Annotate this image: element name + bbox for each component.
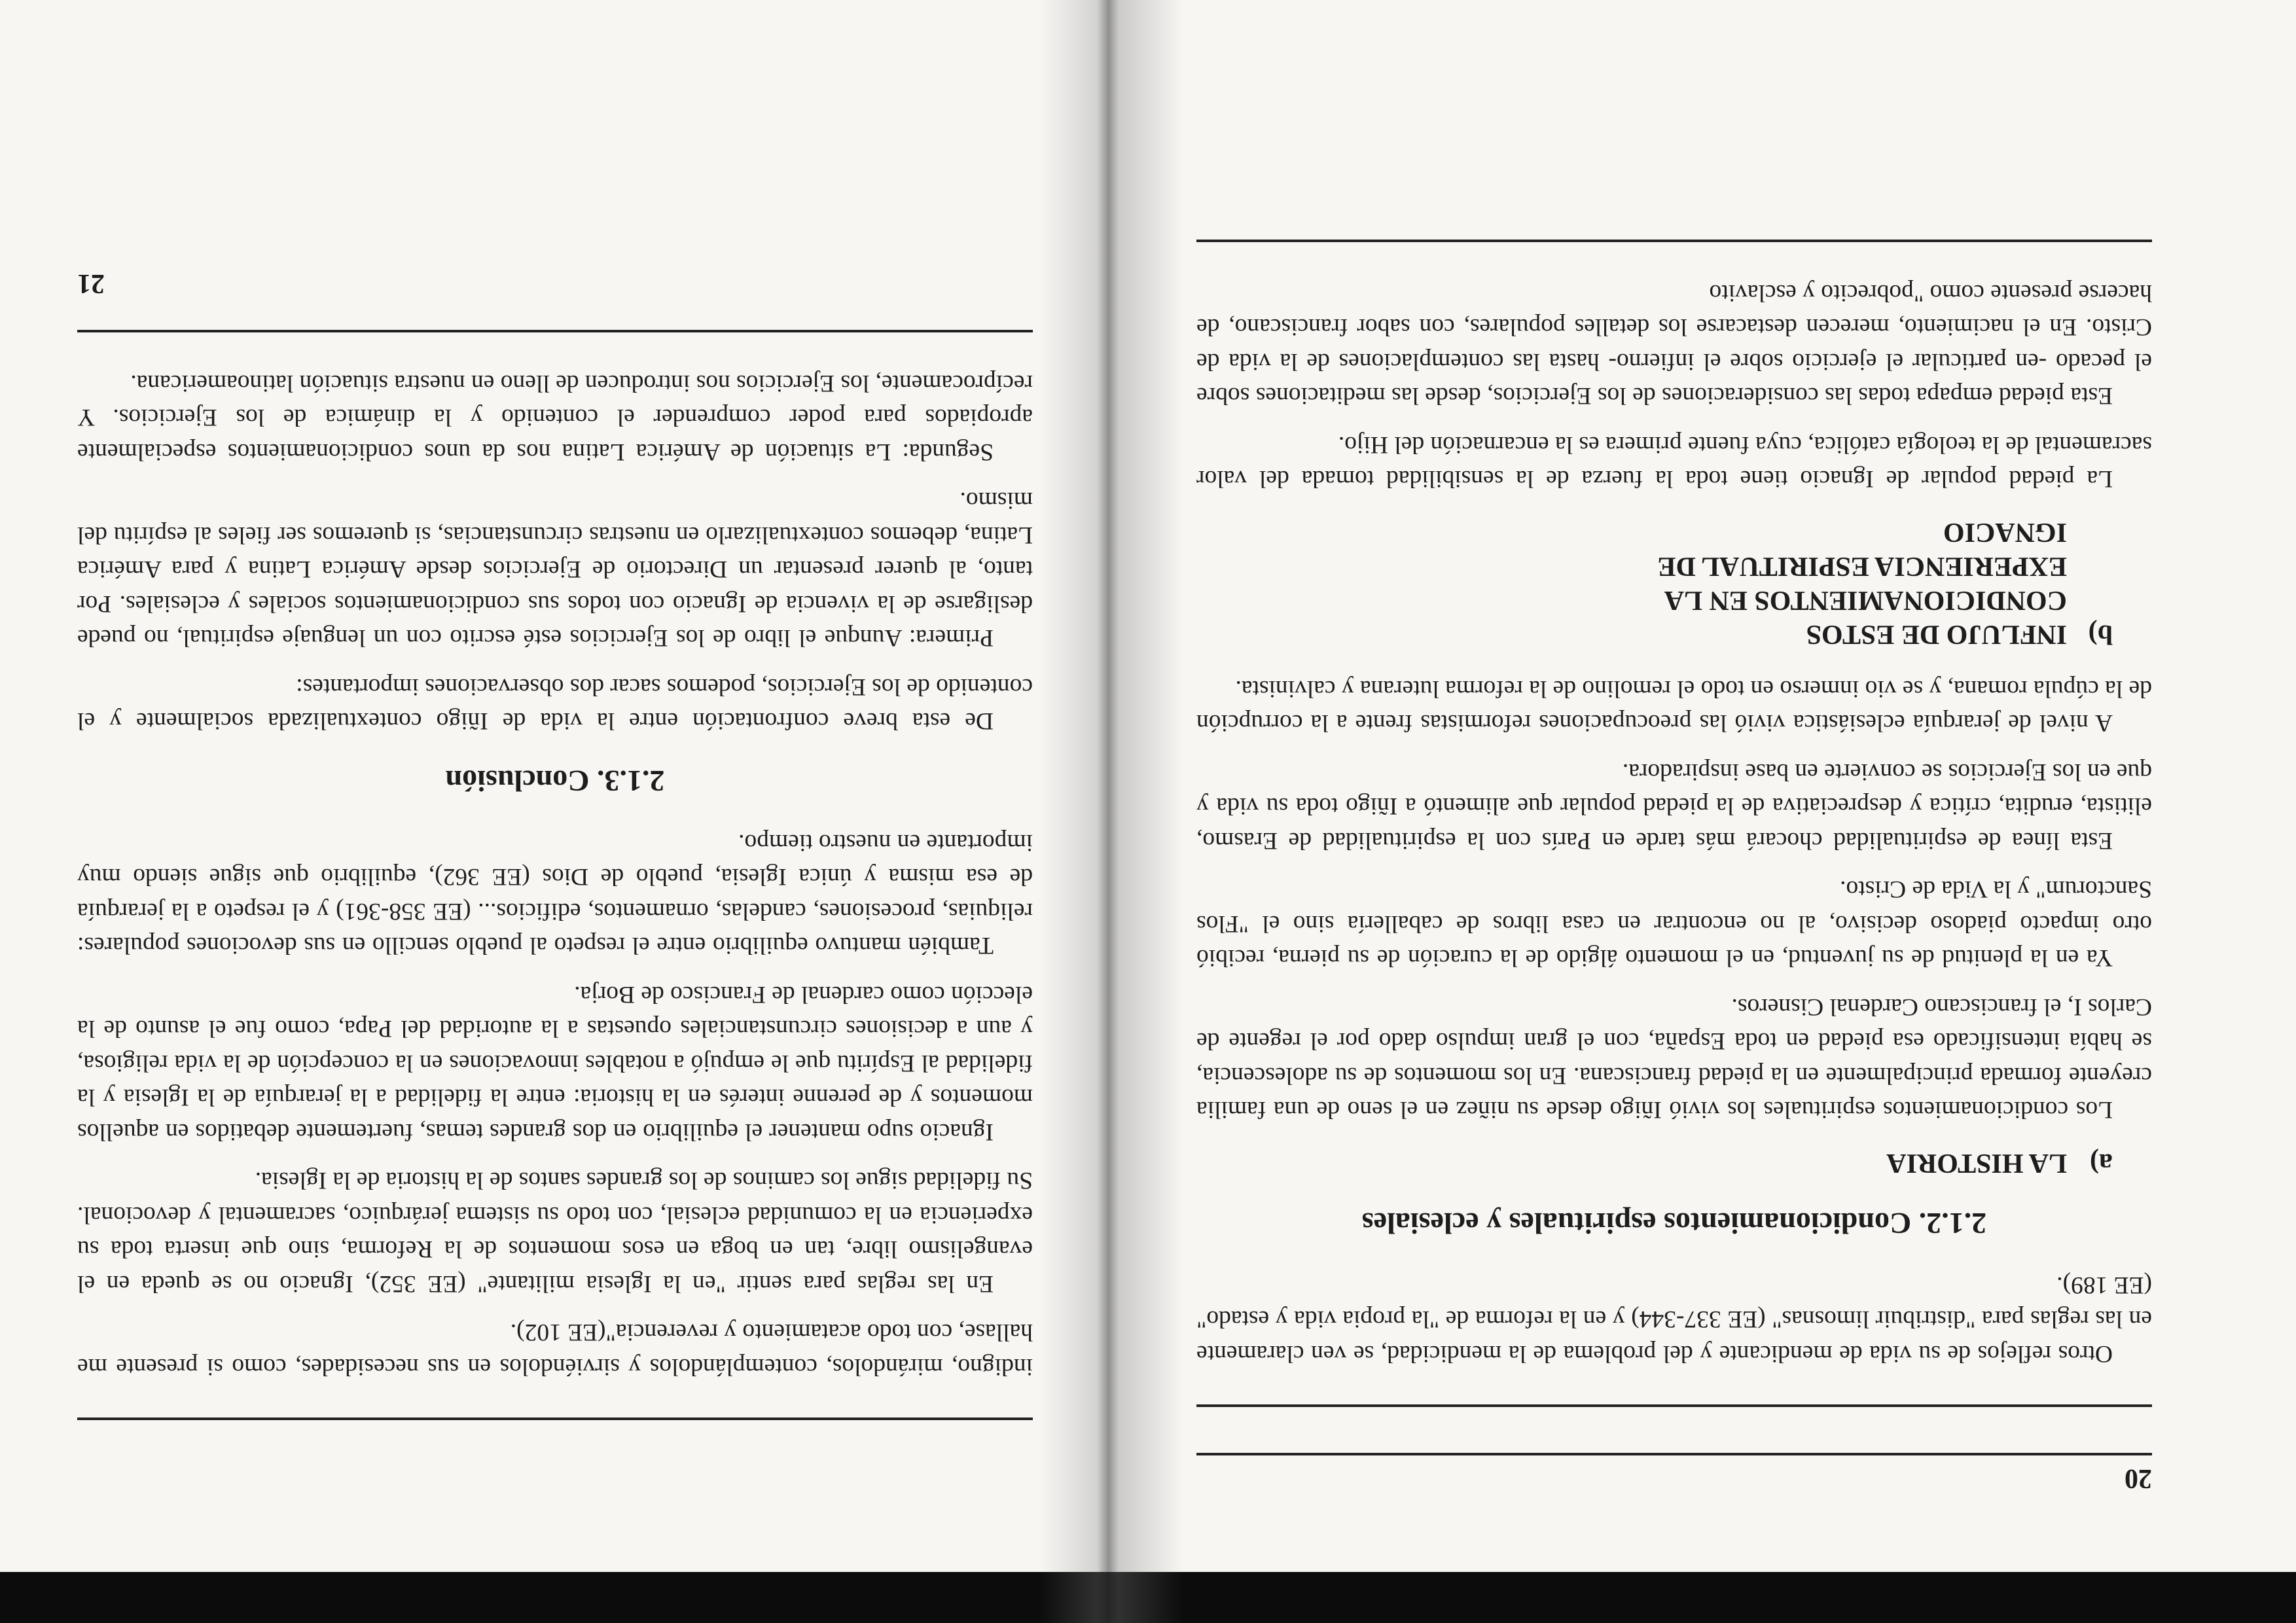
paragraph: Los condicionamientos espirituales los vivió Iñigo desde su niñez en el seno de una familia creyente formada principalmente en la piedad franciscana. En los momentos de su adolescencia, se había intensificado esa piedad en toda España, con el gran impulso dado por el regente de Carlos I, el franciscano Cardenal Cisneros.: [1196, 993, 2152, 1124]
subsection-heading: [1196, 1147, 2113, 1181]
footer-rule: [1196, 240, 2152, 243]
header-rule-2: [1196, 1404, 2152, 1407]
paragraph: Ignacio supo mantener el equilibrio en dos grandes temas, fuertemente debatidos en aquellos momentos y de perenne interés en la historia: entre la fidelidad a la jerarquía de la Iglesia y la fidelidad al Espíritu que le empujó a notables innovaciones en la concepción de la vida religiosa, y aun a decisiones circunstanciales opuestas a la autoridad del Papa, como fue el asunto de la elección como cardenal de Francisco de Borja.: [77, 981, 1033, 1145]
footer-rule: [77, 330, 1033, 333]
subsection-label: b): [2088, 619, 2113, 650]
book-spine: [1039, 0, 1183, 1623]
header-rule: [77, 1418, 1033, 1420]
paragraph: En las reglas para sentir "en la Iglesia militante" (EE 352), Ignacio no se queda en el evangelismo libre, tan en boga en esos momentos de la Reforma, sino que inserta toda su experiencia en la comunidad eclesial, con todo su sistema jerárquico, sacramental y devocional. Su fidelidad sigue los caminos de los grandes santos de la historia de la Iglesia.: [77, 1167, 1033, 1297]
page-number: 21: [77, 268, 105, 299]
subsection-heading: [1196, 516, 2113, 652]
paragraph: La piedad popular de Ignacio tiene toda la fuerza de la sensibilidad tomada del valor sacramental de la teología católica, cuya fuente primera es la encarnación del Hijo.: [1196, 431, 2152, 493]
paragraph: Ya en la plenitud de su juventud, en el momento álgido de la curación de su pierna, recibió otro impacto piadoso decisivo, al no encontrar en casa libros de caballería sino el "Flos Sanctorum" y la Vida de Cristo.: [1196, 876, 2152, 972]
page-21: [77, 270, 1033, 1525]
paragraph: Esta piedad empapa todas las consideraciones de los Ejercicios, desde las meditaciones sobre el pecado -en particular el ejercicio sobre el infierno- hasta las contemplaciones de la vida de Cristo. En el nacimiento, merecen destacarse los detalles populares, con sabor franciscano, de hacerse presente como "pobrecito y esclavito: [1196, 279, 2152, 410]
subsection-title: INFLUJO DE ESTOS CONDICIONAMIENTOS EN LA EXPERIENCIA ESPIRITUAL DE IGNACIO: [1657, 517, 2067, 650]
page-20: [1196, 240, 2152, 1525]
paragraph: Otros reflejos de su vida de mendicante y del problema de la mendicidad, se ven claramente en las reglas para "distribuir limosnas" (EE 337-344) y en la reforma de "la propia vida y estado" (EE 189).: [1196, 1272, 2152, 1367]
paragraph: Segunda: La situación de América Latina nos da unos condicionamientos especialmente apropiados para poder comprender el contenido y la dinámica de los Ejercicios. Y recíprocamente, los Ejercicios nos introducen de lleno en nuestra situación latinoamericana.: [77, 370, 1033, 465]
section-title: 2.1.3. Conclusión: [445, 764, 665, 798]
paragraph: indigno, mirándolos, contemplándolos y sirviéndolos en sus necesidades, como si presente me hallase, con todo acatamiento y reverencia"(EE 102).: [77, 1319, 1033, 1380]
paragraph: A nivel de jerarquía eclesiástica vivió las preocupaciones reformistas frente a la corrupción de la cúpula romana, y se vio inmerso en todo el remolino de la reforma luterana y calvinista.: [1196, 675, 2152, 737]
paragraph: Primera: Aunque el libro de los Ejercicios esté escrito con un lenguaje espiritual, no puede desligarse de la vivencia de Ignacio con todos sus condicionamientos sociales y eclesiales. Por tanto, al querer presentar un Directorio de Ejercicios desde América Latina y para América Latina, debemos contextualizarlo en nuestras circunstancias, si queremos ser fieles al espíritu del mismo.: [77, 487, 1033, 652]
section-title: 2.1.2. Condicionamientos espirituales y eclesiales: [1361, 1207, 1987, 1241]
paragraph: De esta breve confrontación entre la vida de Iñigo contextualizada socialmente y el contenido de los Ejercicios, podemos sacar dos observaciones importantes:: [77, 673, 1033, 735]
paragraph: También mantuvo equilibrio entre el respeto al pueblo sencillo en sus devociones populares: reliquias, procesiones, candelas, ornamentos, edificios... (EE 358-361) y el respeto a la jerarquía de esa misma y única Iglesia, pueblo de Dios (EE 362), equilibrio que sigue siendo muy importante en nuestro tiempo.: [77, 829, 1033, 959]
subsection-title: LA HISTORIA: [1886, 1148, 2067, 1179]
paragraph: Esta línea de espiritualidad chocará más tarde en París con la espiritualidad de Erasmo, elitista, erudita, crítica y despreciativa de la piedad popular que alimentó a Iñigo toda su vida y que en los Ejercicios se convierte en base inspiradora.: [1196, 758, 2152, 854]
page-number: 20: [2125, 1463, 2152, 1493]
header-rule: [1196, 1453, 2152, 1455]
subsection-label: a): [2090, 1148, 2113, 1179]
